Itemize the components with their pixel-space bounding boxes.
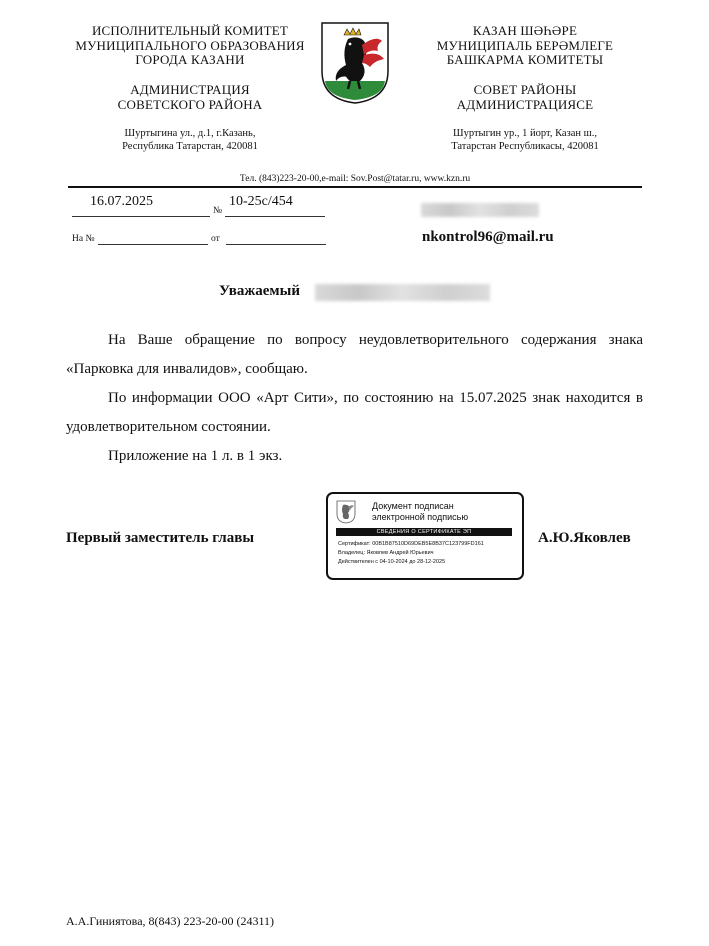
greeting: Уважаемый <box>219 283 300 299</box>
org-line: МУНИЦИПАЛЬНОГО ОБРАЗОВАНИЯ <box>75 37 305 53</box>
stamp-certificate: Сертификат: 00B1B87510D69DEB5E8B37C123799FD161 <box>338 541 484 547</box>
body-text <box>66 326 643 471</box>
header-right-org <box>410 24 640 68</box>
stamp-title-line: Документ подписан <box>372 501 454 511</box>
header-left-org <box>60 24 320 68</box>
number-sign: № <box>213 206 223 216</box>
ref-label: На № <box>72 234 95 244</box>
ref-number-underline <box>98 244 208 245</box>
addressee-redacted <box>315 284 490 301</box>
admin-line: СОВЕТСКОГО РАЙОНА <box>117 96 263 112</box>
body-paragraph: На Ваше обращение по вопросу неудовлетворительного содержания знака «Парковка для инвалидов», сообщаю. <box>66 332 643 377</box>
org-line: ИСПОЛНИТЕЛЬНЫЙ КОМИТЕТ <box>91 23 289 38</box>
number-underline <box>225 216 325 217</box>
header-left-admin <box>60 83 320 112</box>
stamp-emblem-icon <box>336 500 356 524</box>
electronic-signature-stamp <box>326 492 524 580</box>
coat-of-arms-icon <box>320 21 390 105</box>
org-line: ГОРОДА КАЗАНИ <box>135 52 245 67</box>
outgoing-number: 10-25с/454 <box>229 194 293 209</box>
recipient-email: nkontrol96@mail.ru <box>422 229 554 245</box>
ref-from-label: от <box>211 234 220 244</box>
recipient-name-redacted <box>421 203 539 217</box>
contacts-line: Тел. (843)223-20-00,e-mail: Sov.Post@tatar.ru, www.kzn.ru <box>239 174 471 184</box>
ref-date-underline <box>226 244 326 245</box>
address-line: Шуртыгин ур., 1 йорт, Казан ш., <box>453 128 597 139</box>
date-underline <box>72 216 210 217</box>
admin-line: СОВЕТ РАЙОНЫ <box>473 82 577 97</box>
admin-line: АДМИНИСТРАЦИЯСЕ <box>456 96 594 112</box>
address-line: Шуртыгина ул., д.1, г.Казань, <box>124 128 256 139</box>
body-paragraph: По информации ООО «Арт Сити», по состоянию на 15.07.2025 знак находится в удовлетворительном состоянии. <box>66 390 643 435</box>
org-line: МУНИЦИПАЛЬ БЕРӘМЛЕГЕ <box>436 37 614 53</box>
header-right-admin <box>410 83 640 112</box>
body-paragraph: Приложение на 1 л. в 1 экз. <box>108 448 283 464</box>
stamp-owner: Владелец: Яковлев Андрей Юрьевич <box>338 550 434 556</box>
org-line: БАШКАРМА КОМИТЕТЫ <box>446 52 604 67</box>
stamp-title <box>372 501 468 523</box>
address-line: Татарстан Республикасы, 420081 <box>451 141 599 152</box>
header-right-address <box>410 127 640 153</box>
stamp-validity: Действителен с 04-10-2024 до 28-12-2025 <box>338 559 446 565</box>
admin-line: АДМИНИСТРАЦИЯ <box>130 82 250 97</box>
executor-footer: А.А.Гиниятова, 8(843) 223-20-00 (24311) <box>66 914 275 928</box>
outgoing-date: 16.07.2025 <box>90 194 153 209</box>
org-line: КАЗАН ШӘҺӘРЕ <box>472 23 578 38</box>
stamp-title-line: электронной подписью <box>372 512 469 522</box>
header-divider <box>68 186 642 188</box>
header-left-address <box>60 127 320 153</box>
signer-position: Первый заместитель главы <box>66 530 255 546</box>
signer-name: А.Ю.Яковлев <box>538 530 631 546</box>
stamp-band: СВЕДЕНИЯ О СЕРТИФИКАТЕ ЭП <box>336 528 512 536</box>
address-line: Республика Татарстан, 420081 <box>122 141 258 152</box>
